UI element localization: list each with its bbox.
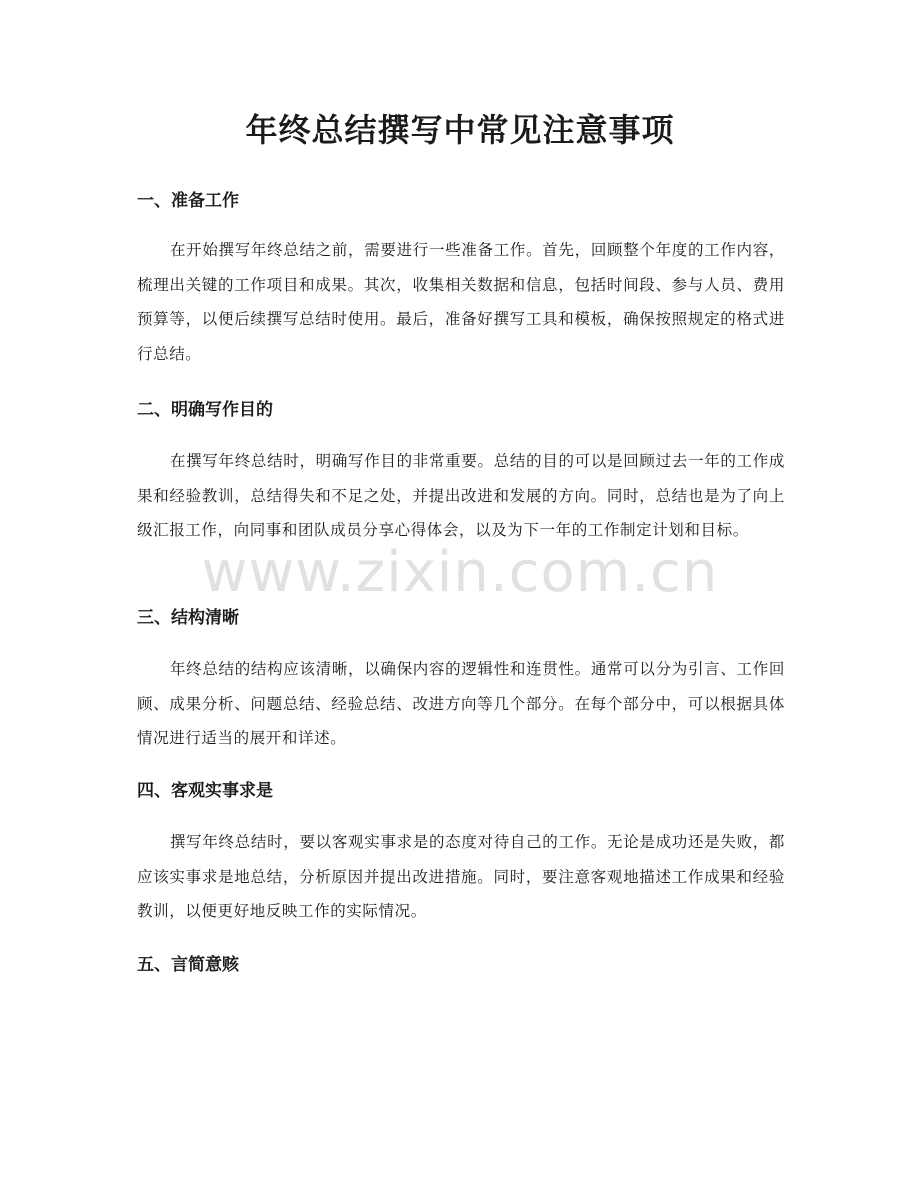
section-heading-2: 二、明确写作目的 <box>137 400 273 420</box>
section-heading-4: 四、客观实事求是 <box>137 781 273 801</box>
section-heading-1: 一、准备工作 <box>137 191 239 211</box>
section-paragraph-3: 年终总结的结构应该清晰，以确保内容的逻辑性和连贯性。通常可以分为引言、工作回顾、成果分析、问题总结、经验总结、改进方向等几个部分。在每个部分中，可以根据具体情况进行适当的展开和详述。 <box>137 660 785 747</box>
section-heading-3: 三、结构清晰 <box>137 608 239 628</box>
watermark: www.zixin.com.cn <box>201 540 719 605</box>
document-title: 年终总结撰写中常见注意事项 <box>245 111 675 149</box>
section-paragraph-1: 在开始撰写年终总结之前，需要进行一些准备工作。首先，回顾整个年度的工作内容，梳理出关键的工作项目和成果。其次，收集相关数据和信息，包括时间段、参与人员、费用预算等，以便后续撰写总结时使用。最后，准备好撰写工具和模板，确保按照规定的格式进行总结。 <box>137 241 785 363</box>
section-paragraph-2: 在撰写年终总结时，明确写作目的非常重要。总结的目的可以是回顾过去一年的工作成果和经验教训，总结得失和不足之处，并提出改进和发展的方向。同时，总结也是为了向上级汇报工作，向同事和团队成员分享心得体会，以及为下一年的工作制定计划和目标。 <box>137 452 785 539</box>
section-heading-5: 五、言简意赅 <box>137 955 239 975</box>
section-paragraph-4: 撰写年终总结时，要以客观实事求是的态度对待自己的工作。无论是成功还是失败，都应该实事求是地总结，分析原因并提出改进措施。同时，要注意客观地描述工作成果和经验教训，以便更好地反映工作的实际情况。 <box>137 833 785 920</box>
